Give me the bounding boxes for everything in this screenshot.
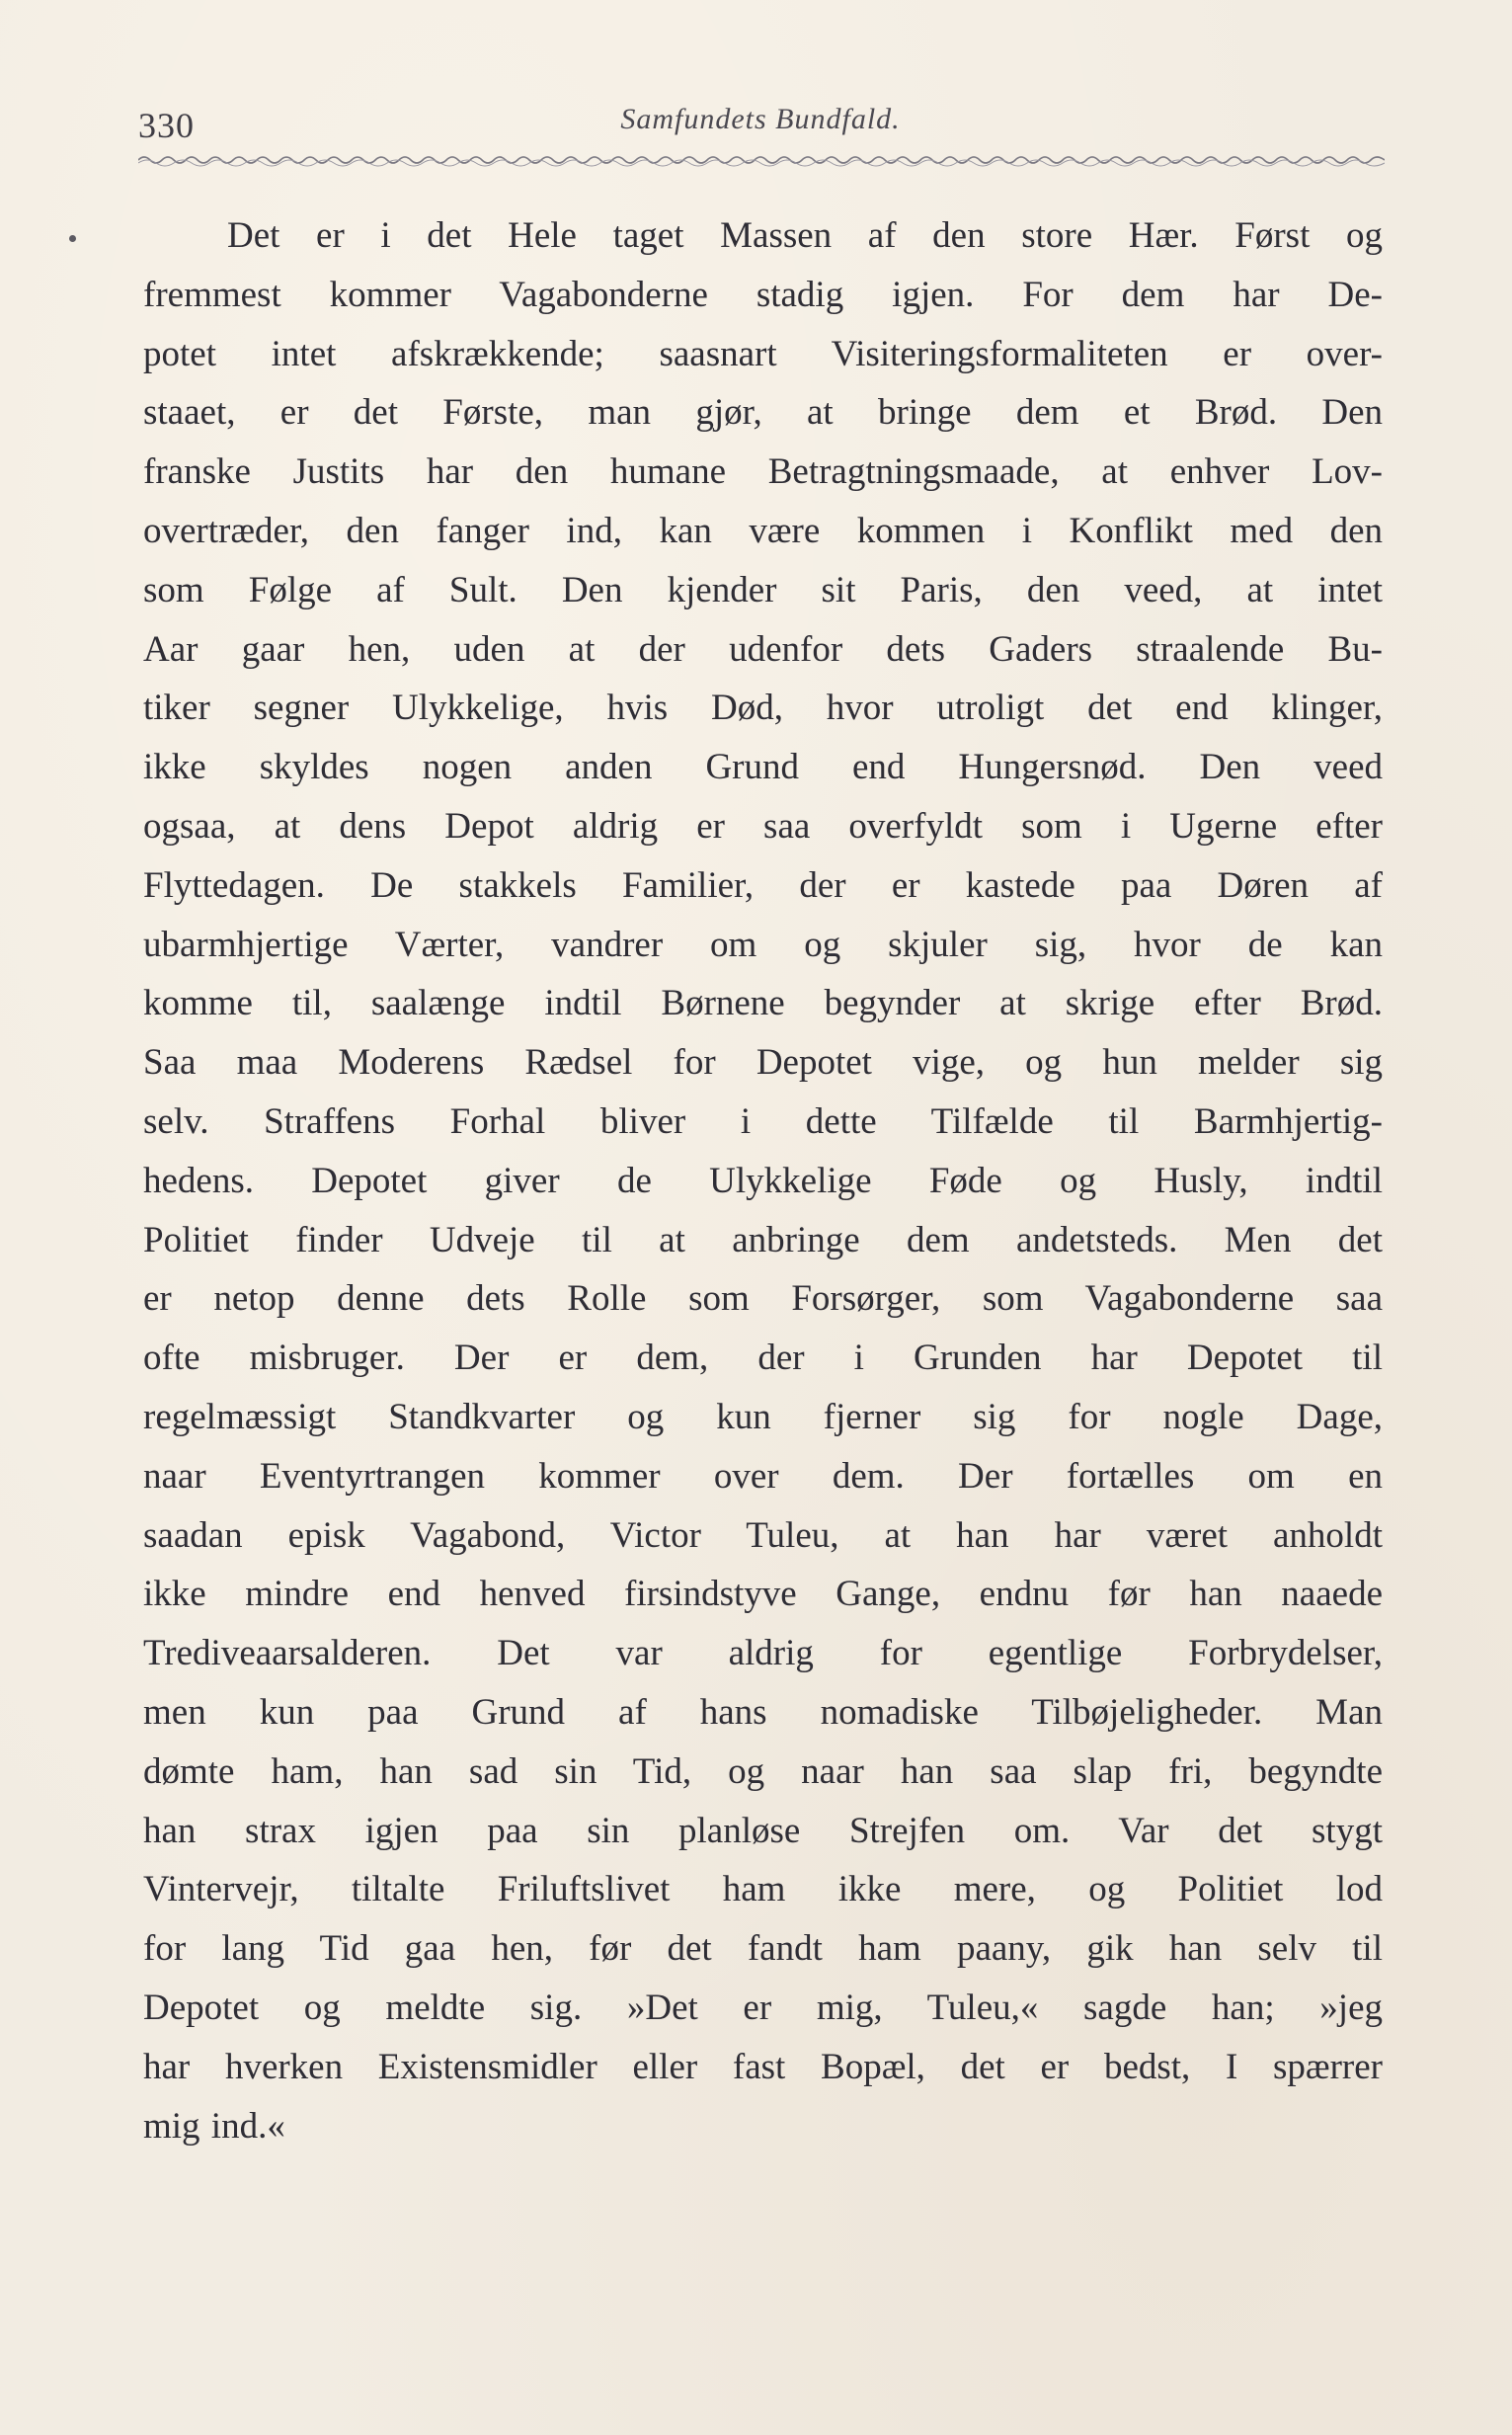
- text-line: franske Justits har den humane Betragtningsmaade, at enhver Lov-: [143, 451, 1383, 493]
- decorative-wavy-rule: [138, 148, 1385, 170]
- text-line: naar Eventyrtrangen kommer over dem. Der fortælles om en: [143, 1455, 1383, 1497]
- text-line: saadan episk Vagabond, Victor Tuleu, at han har været anholdt: [143, 1514, 1383, 1556]
- text-line: staaet, er det Første, man gjør, at bringe dem et Brød. Den: [143, 392, 1383, 434]
- text-line: tiker segner Ulykkelige, hvis Død, hvor utroligt det end klinger,: [143, 688, 1383, 729]
- text-line: Det er i det Hele taget Massen af den store Hær. Først og: [227, 215, 1383, 256]
- text-line: han strax igjen paa sin planløse Strejfen om. Var det stygt: [143, 1810, 1383, 1851]
- text-line: dømte ham, han sad sin Tid, og naar han saa slap fri, begyndte: [143, 1750, 1383, 1792]
- text-line: har hverken Existensmidler eller fast Bopæl, det er bedst, I spærrer: [143, 2046, 1383, 2087]
- text-line: komme til, saalænge indtil Børnene begynder at skrige efter Brød.: [143, 983, 1383, 1024]
- text-line: er netop denne dets Rolle som Forsørger, som Vagabonderne saa: [143, 1278, 1383, 1320]
- text-line: Depotet og meldte sig. »Det er mig, Tuleu,« sagde han; »jeg: [143, 1987, 1383, 2028]
- text-line: Aar gaar hen, uden at der udenfor dets Gaders straalende Bu-: [143, 628, 1383, 670]
- margin-speck: [69, 235, 76, 242]
- page-number: 330: [138, 106, 195, 145]
- text-line: Vintervejr, tiltalte Friluftslivet ham ikke mere, og Politiet lod: [143, 1869, 1383, 1910]
- text-line: regelmæssigt Standkvarter og kun fjerner sig for nogle Dage,: [143, 1396, 1383, 1437]
- page-header: [138, 97, 1383, 146]
- text-line: som Følge af Sult. Den kjender sit Paris, den veed, at intet: [143, 569, 1383, 610]
- text-line: Saa maa Moderens Rædsel for Depotet vige, og hun melder sig: [143, 1042, 1383, 1084]
- text-line: ubarmhjertige Værter, vandrer om og skjuler sig, hvor de kan: [143, 924, 1383, 965]
- text-line: ikke mindre end henved firsindstyve Gange, endnu før han naaede: [143, 1574, 1383, 1615]
- text-line: selv. Straffens Forhal bliver i dette Tilfælde til Barmhjertig-: [143, 1100, 1383, 1142]
- text-line: ofte misbruger. Der er dem, der i Grunden har Depotet til: [143, 1338, 1383, 1379]
- running-title: Samfundets Bundfald.: [620, 103, 901, 135]
- text-line: overtræder, den fanger ind, kan være kommen i Konflikt med den: [143, 510, 1383, 551]
- text-line: Flyttedagen. De stakkels Familier, der er kastede paa Døren af: [143, 864, 1383, 906]
- body-text: [143, 206, 1383, 2155]
- text-line: potet intet afskrækkende; saasnart Visiteringsformaliteten er over-: [143, 333, 1383, 374]
- text-line: men kun paa Grund af hans nomadiske Tilbøjeligheder. Man: [143, 1691, 1383, 1733]
- text-line: ikke skyldes nogen anden Grund end Hungersnød. Den veed: [143, 747, 1383, 788]
- text-line: hedens. Depotet giver de Ulykkelige Føde og Husly, indtil: [143, 1160, 1383, 1201]
- text-line: ogsaa, at dens Depot aldrig er saa overfyldt som i Ugerne efter: [143, 805, 1383, 847]
- text-line: for lang Tid gaa hen, før det fandt ham paany, gik han selv til: [143, 1928, 1383, 1970]
- text-line-last: mig ind.«: [143, 2105, 285, 2147]
- text-line: Politiet finder Udveje til at anbringe dem andetsteds. Men det: [143, 1219, 1383, 1260]
- text-line: fremmest kommer Vagabonderne stadig igjen. For dem har De-: [143, 274, 1383, 315]
- text-line: Trediveaarsalderen. Det var aldrig for egentlige Forbrydelser,: [143, 1633, 1383, 1674]
